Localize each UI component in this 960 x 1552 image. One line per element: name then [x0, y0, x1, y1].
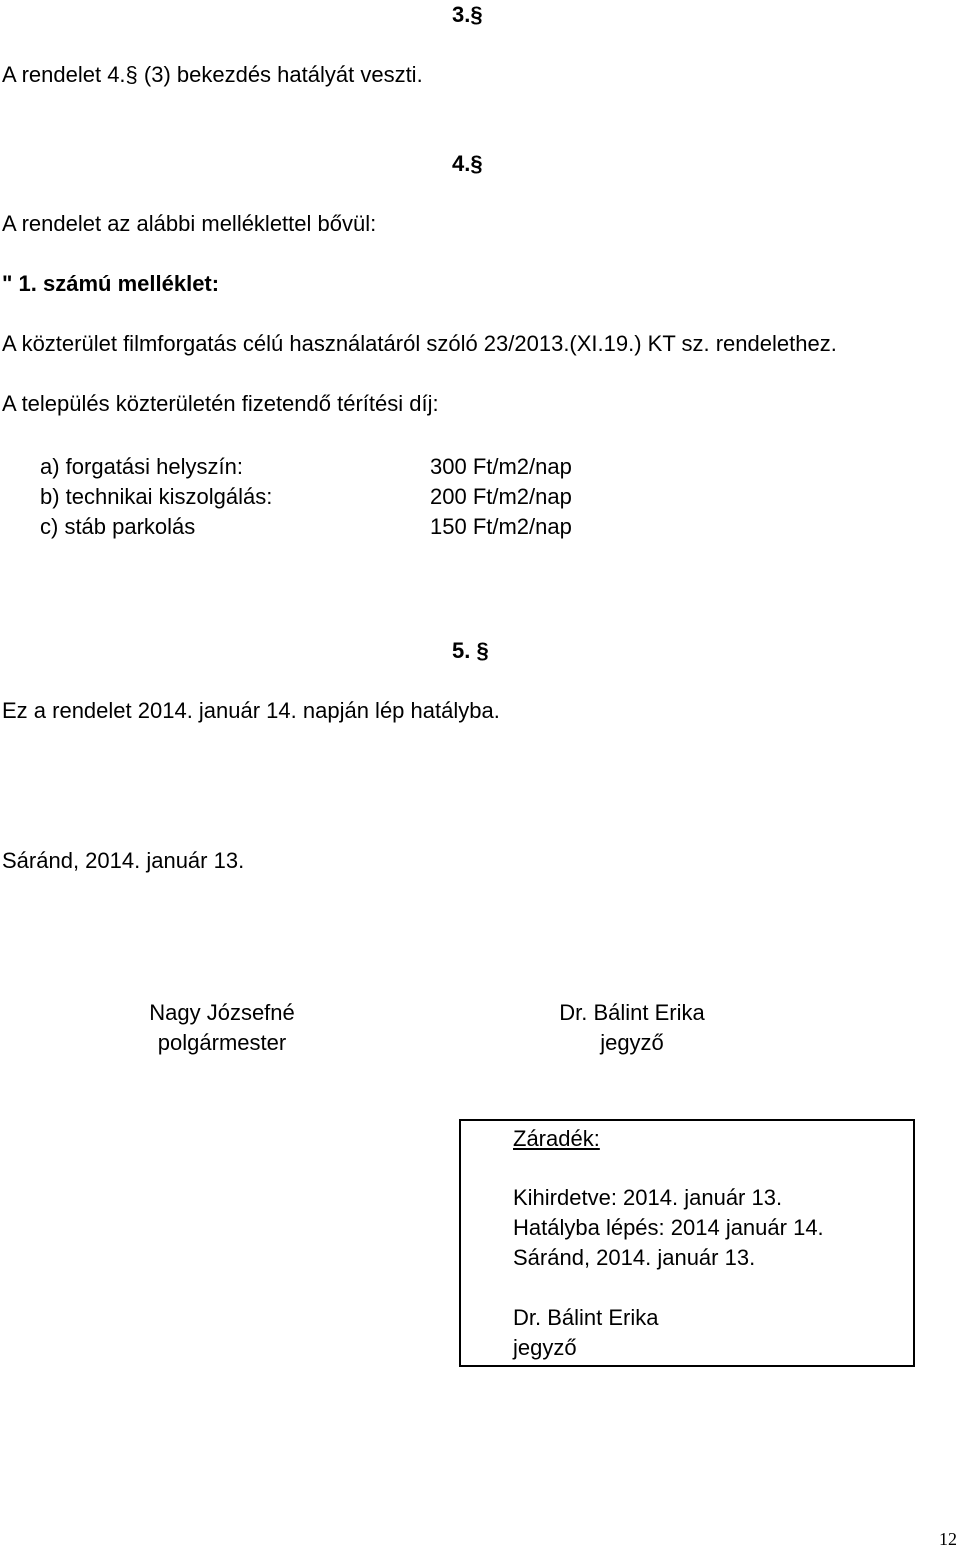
signature-notary	[502, 998, 762, 1058]
annex-subtitle: A közterület filmforgatás célú használatáról szóló 23/2013.(XI.19.) KT sz. rendelethez.	[2, 331, 837, 356]
fee-value-location: 300 Ft/m2/nap	[430, 454, 572, 479]
clause-signer-title: jegyző	[513, 1335, 577, 1360]
clause-place-date: Sáránd, 2014. január 13.	[513, 1245, 756, 1270]
fee-intro: A település közterületén fizetendő térítési díj:	[2, 391, 439, 416]
mayor-title: polgármester	[157, 1030, 287, 1055]
fee-value-parking: 150 Ft/m2/nap	[430, 514, 572, 539]
clause-effective: Hatályba lépés: 2014 január 14.	[513, 1215, 824, 1240]
section-5-heading: 5. §	[452, 638, 489, 663]
fee-label-parking: c) stáb parkolás	[40, 514, 196, 539]
section-4-heading: 4.§	[452, 151, 483, 176]
annex-title: " 1. számú melléklet:	[2, 271, 220, 296]
clause-signer-name: Dr. Bálint Erika	[513, 1305, 659, 1330]
section-3-heading: 3.§	[452, 2, 483, 27]
notary-title: jegyző	[600, 1030, 664, 1055]
fee-label-technical: b) technikai kiszolgálás:	[40, 484, 273, 509]
notary-name: Dr. Bálint Erika	[559, 1000, 705, 1025]
place-date: Sáránd, 2014. január 13.	[2, 848, 245, 873]
clause-announced: Kihirdetve: 2014. január 13.	[513, 1185, 783, 1210]
section-5-text: Ez a rendelet 2014. január 14. napján lép hatályba.	[2, 698, 500, 723]
mayor-name: Nagy Józsefné	[149, 1000, 295, 1025]
page-number: 12	[939, 1529, 957, 1549]
section-4-intro: A rendelet az alábbi melléklettel bővül:	[2, 211, 377, 236]
fee-label-location: a) forgatási helyszín:	[40, 454, 243, 479]
signature-mayor	[92, 998, 352, 1058]
clause-title: Záradék:	[513, 1126, 600, 1151]
fee-value-technical: 200 Ft/m2/nap	[430, 484, 572, 509]
section-3-text: A rendelet 4.§ (3) bekezdés hatályát veszti.	[2, 62, 423, 87]
clause-box	[459, 1119, 915, 1367]
